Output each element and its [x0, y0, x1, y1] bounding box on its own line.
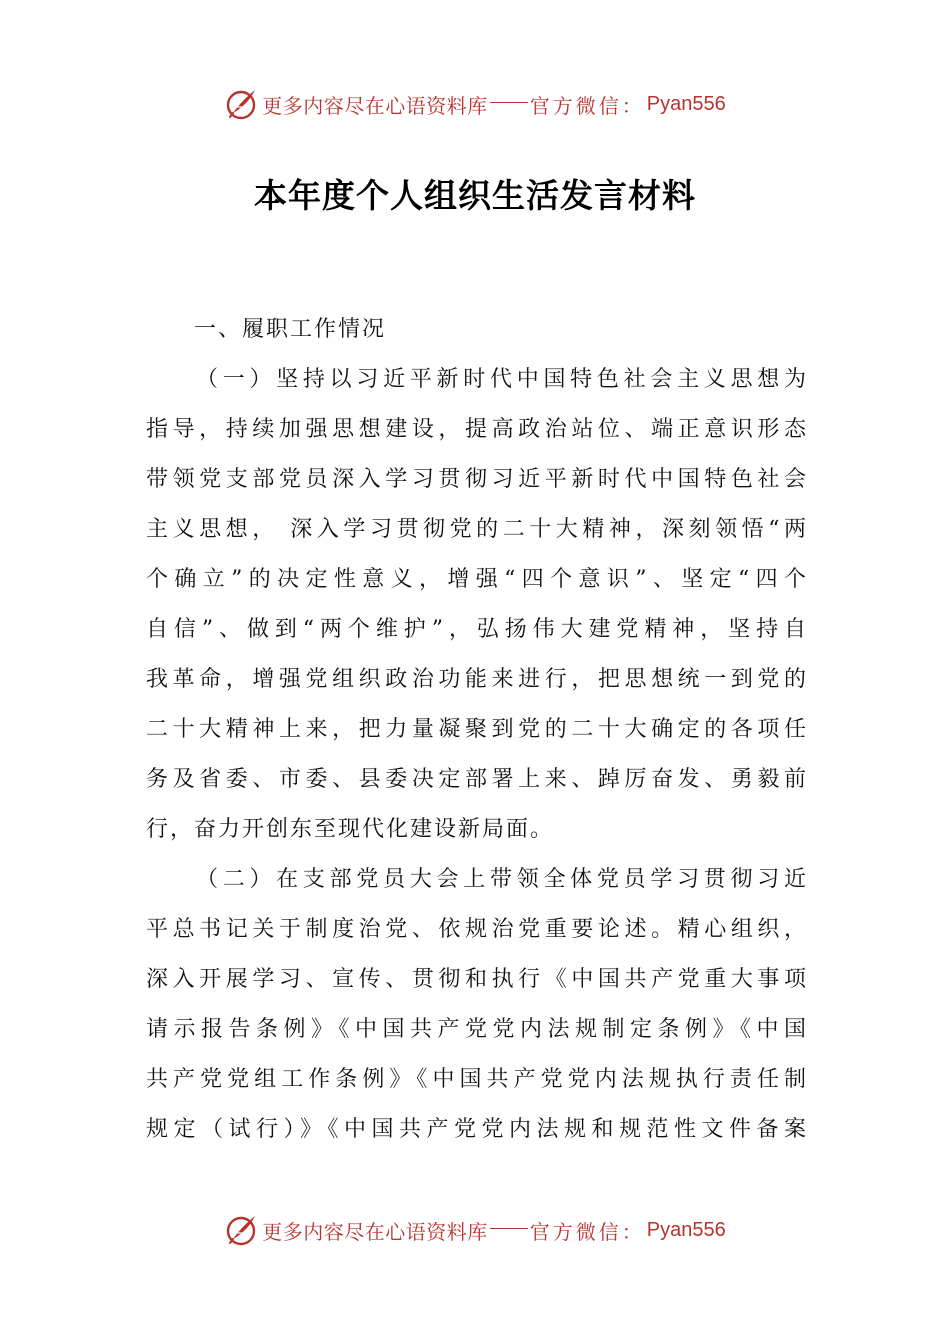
document-body: [146, 305, 806, 1155]
watermark-text: 更多内容尽在心语资料库: [262, 1219, 488, 1244]
paragraph-line: 规定（试行）》《中国共产党党内法规和规范性文件备案: [146, 1117, 806, 1142]
watermark-dash: [490, 102, 528, 103]
watermark-wechat-id: Pyan556: [646, 92, 726, 115]
paragraph-line: 请示报告条例》《中国共产党党内法规制定条例》《中国: [146, 1017, 806, 1042]
watermark-header: [0, 84, 950, 124]
watermark-wechat-id: Pyan556: [646, 1218, 726, 1241]
paragraph-line: 主义思想， 深入学习贯彻党的二十大精神，深刻领悟“两: [146, 517, 806, 542]
watermark-text: 更多内容尽在心语资料库: [262, 93, 488, 118]
paragraph-line: （一）坚持以习近平新时代中国特色社会主义思想为: [196, 367, 806, 392]
quill-pen-circle-icon: [224, 1212, 260, 1248]
paragraph-line: 深入开展学习、宣传、贯彻和执行《中国共产党重大事项: [146, 967, 806, 992]
watermark-label: 官方微信：: [529, 93, 645, 118]
paragraph-line: 务及省委、市委、县委决定部署上来、踔厉奋发、勇毅前: [146, 767, 806, 792]
section-heading: 一、履职工作情况: [194, 317, 387, 342]
watermark-label: 官方微信：: [529, 1219, 645, 1244]
paragraph-line: 带领党支部党员深入学习贯彻习近平新时代中国特色社会: [146, 467, 806, 492]
paragraph-line: 个确立”的决定性意义，增强“四个意识”、坚定“四个: [146, 567, 806, 592]
paragraph-line: 自信”、做到“两个维护”，弘扬伟大建党精神，坚持自: [146, 617, 806, 642]
paragraph-line: 指导，持续加强思想建设，提高政治站位、端正意识形态: [146, 417, 806, 442]
paragraph-2: [146, 855, 806, 1155]
paragraph-line: （二）在支部党员大会上带领全体党员学习贯彻习近: [196, 867, 806, 892]
paragraph-line: 平总书记关于制度治党、依规治党重要论述。精心组织，: [146, 917, 806, 942]
paragraph-line: 行，奋力开创东至现代化建设新局面。: [146, 817, 555, 842]
watermark-footer: [0, 1210, 950, 1250]
quill-pen-circle-icon: [224, 86, 260, 122]
watermark-dash: [490, 1228, 528, 1229]
paragraph-line: 共产党党组工作条例》《中国共产党党内法规执行责任制: [146, 1067, 806, 1092]
paragraph-line: 二十大精神上来，把力量凝聚到党的二十大确定的各项任: [146, 717, 806, 742]
document-title: 本年度个人组织生活发言材料: [254, 176, 696, 215]
paragraph-1: [146, 355, 806, 855]
paragraph-line: 我革命，增强党组织政治功能来进行，把思想统一到党的: [146, 667, 806, 692]
